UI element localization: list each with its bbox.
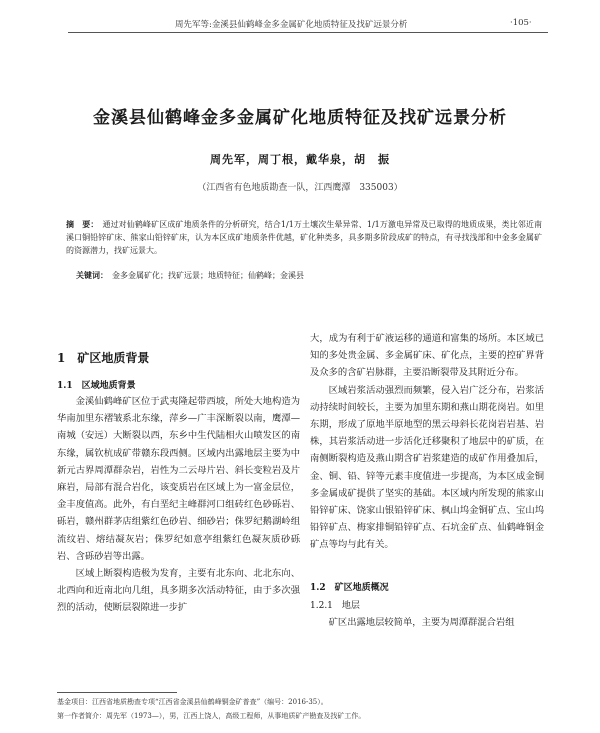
subsection-heading-1-2: 1.2 矿区地质概况 (310, 583, 389, 593)
running-head: 周先军等:金溪县仙鹤峰金多金属矿化地质特征及找矿远景分析 (175, 20, 408, 30)
section-heading-1: 1 矿区地质背景 (57, 351, 150, 365)
paper-title: 金溪县仙鹤峰金多金属矿化地质特征及找矿远景分析 (93, 108, 507, 128)
right-column-continued (310, 614, 544, 631)
footnote-rule (57, 692, 177, 693)
right-column (310, 330, 544, 554)
keywords-label: 关键词： (76, 270, 108, 280)
body-paragraph: 大，成为有利于矿液运移的通道和富集的场所。本区域已知的多处贵金属、多金属矿床、矿化点，主要的控矿界背及众多的含矿岩脉群，主要沿断裂带及其附近分布。 (310, 333, 544, 379)
keywords (76, 269, 542, 282)
abstract (66, 218, 542, 257)
footnote-author: 第一作者简介：周先军（1973—），男，江西上饶人，高级工程师，从事地质矿产勘查及找矿工作。 (57, 712, 366, 720)
authors: 周先军，周丁根，戴华泉，胡 振 (210, 153, 390, 166)
abstract-label: 摘 要： (66, 219, 99, 229)
body-paragraph: 区域岩浆活动强烈而频繁，侵入岩广泛分布，岩浆活动持续时间较长，主要为加里东期和燕山期花岗岩。如里东期，形成了原地半原地型的黑云母斜长花岗岩岩基、岩株，其岩浆活动进一步活化迁移聚积了地层中的矿质，在南侧断裂构造及燕山期含矿岩浆建造的成矿作用叠加后，金、铜、铅、锌等元素丰度值进一步提高，为本区成金铜多金属成矿提供了坚实的基础。本区域内所发现的熊家山铅锌矿床、饶家山银铅锌矿床、枫山坞金铜矿点、宝山坞铅锌矿点、梅家排铜铅锌矿点、石坑金矿点、仙鹤峰铜金矿点等均与此有关。 (310, 384, 544, 551)
keywords-text: 金多金属矿化；找矿远景；地质特征；仙鹤峰；金溪县 (112, 271, 304, 280)
left-column (57, 393, 300, 617)
subsection-heading-1-2-1: 1.2.1 地层 (310, 601, 360, 611)
page-number: ·105· (510, 18, 532, 28)
body-paragraph: 区域上断裂构造极为发育，主要有北东向、北北东向、北西向和近南北向几组，具多期多次活动特征，由于多次强烈的活动，使断层裂隙进一步扩 (57, 568, 300, 614)
affiliation: （江西省有色地质勘查一队，江西鹰潭 335003） (197, 183, 403, 193)
subsection-heading-1-1: 1.1 区域地质背景 (57, 381, 136, 391)
footnote-funding: 基金项目：江西省地质勘查专项“江西省金溪县仙鹤峰铜金矿普查”（编号：2016-35）。 (57, 698, 328, 706)
header-rule (68, 32, 548, 33)
body-paragraph: 矿区出露地层较简单，主要为周潭群混合岩组 (328, 617, 515, 628)
abstract-text: 通过对仙鹤峰矿区成矿地质条件的分析研究，结合1/1万土壤次生晕异常、1/1万激电异常及已取得的地质成果，类比邻近南溪口铜铅锌矿床、熊家山铅锌矿床，认为本区成矿地质条件优越，矿化种类多，具多期多阶段成矿的特点，有寻找浅部和中金多金属矿的资源潜力，找矿远景大。 (66, 220, 543, 255)
body-paragraph: 金溪仙鹤峰矿区位于武夷隆起带西坡，所处大地构造为华南加里东褶皱系北东缘，萍乡—广丰深断裂以南，鹰潭—南城（安远）大断裂以西，东乡中生代陆相火山喷发区的南东缘，属钦杭成矿带赣东段西侧。区域内出露地层主要为中新元古界周潭群杂岩，岩性为二云母片岩、斜长变粒岩及片麻岩，局部有混合岩化，该变质岩在区域上为一富金层位，金丰度值高。此外，有白垩纪主峰群河口组砖红色砂砾岩、砾岩，赣州群茅店组紫红色砂岩、细砂岩；侏罗纪鹅湖岭组流纹岩、熔结凝灰岩；侏罗纪如意亭组紫红色凝灰质砂砾岩、含砾砂岩等出露。 (57, 396, 300, 562)
